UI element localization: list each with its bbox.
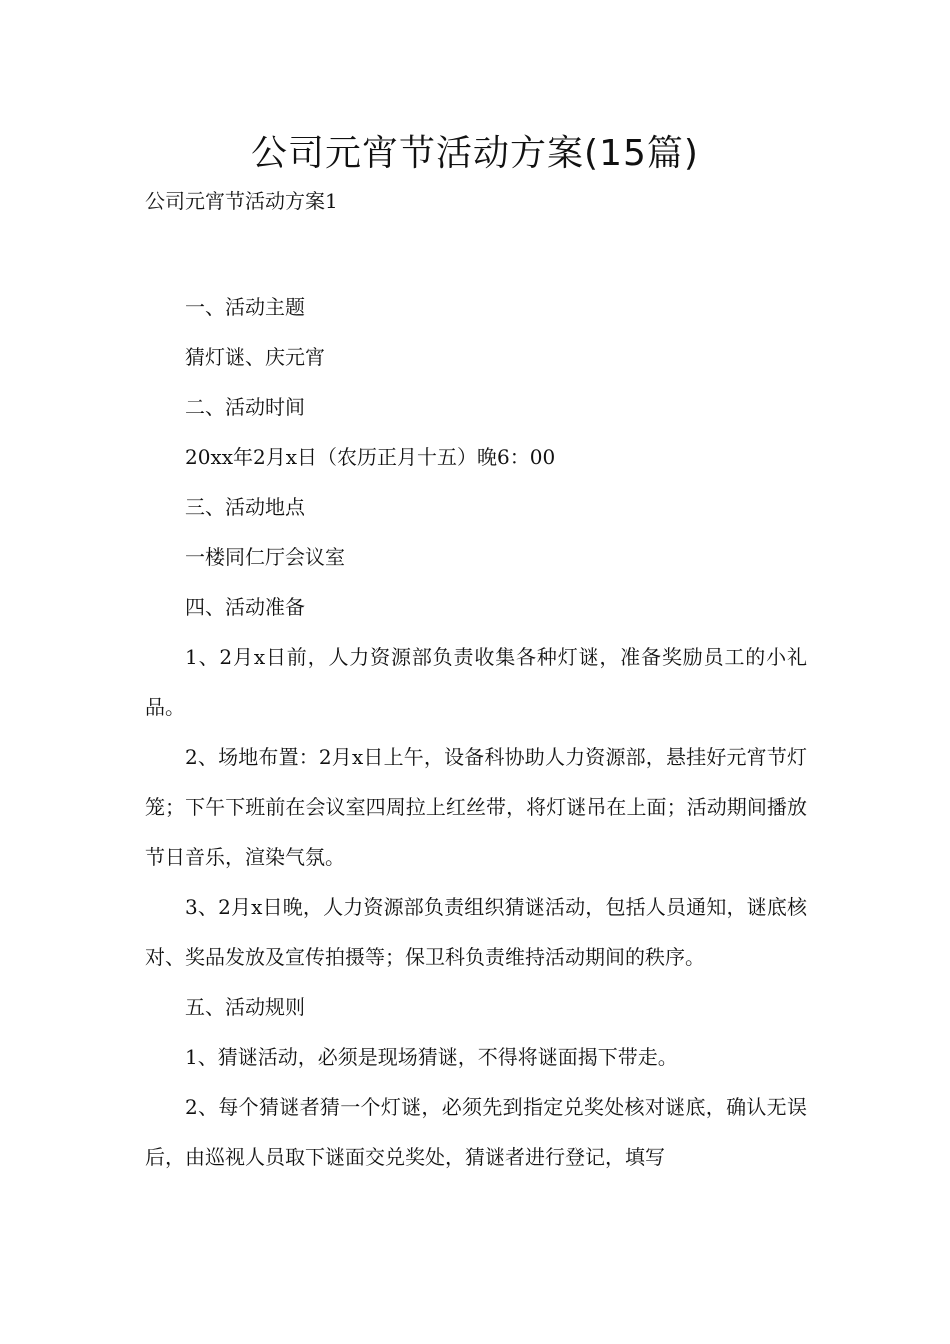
document-subtitle: 公司元宵节活动方案1 [145, 189, 338, 213]
document-title: 公司元宵节活动方案(15篇) [251, 133, 699, 174]
document-body [145, 282, 807, 1182]
paragraph: 1、猜谜活动，必须是现场猜谜，不得将谜面揭下带走。 [185, 1045, 678, 1069]
section-heading-time: 二、活动时间 [185, 395, 305, 419]
paragraph: 3、2月x日晚，人力资源部负责组织猜谜活动，包括人员通知，谜底核对、奖品发放及宣传拍摄等；保卫科负责维持活动期间的秩序。 [145, 895, 807, 969]
section-heading-rules: 五、活动规则 [185, 995, 305, 1019]
section-heading-preparation: 四、活动准备 [185, 595, 305, 619]
paragraph: 猜灯谜、庆元宵 [185, 345, 325, 369]
paragraph: 2、场地布置：2月x日上午，设备科协助人力资源部，悬挂好元宵节灯笼；下午下班前在会议室四周拉上红丝带，将灯谜吊在上面；活动期间播放节日音乐，渲染气氛。 [145, 745, 807, 869]
paragraph: 2、每个猜谜者猜一个灯谜，必须先到指定兑奖处核对谜底，确认无误后，由巡视人员取下谜面交兑奖处，猜谜者进行登记，填写 [145, 1095, 807, 1169]
section-heading-location: 三、活动地点 [185, 495, 305, 519]
paragraph: 20xx年2月x日（农历正月十五）晚6：00 [185, 445, 556, 469]
section-heading-theme: 一、活动主题 [185, 295, 305, 319]
paragraph: 一楼同仁厅会议室 [185, 545, 345, 569]
paragraph: 1、2月x日前，人力资源部负责收集各种灯谜，准备奖励员工的小礼品。 [145, 645, 807, 719]
